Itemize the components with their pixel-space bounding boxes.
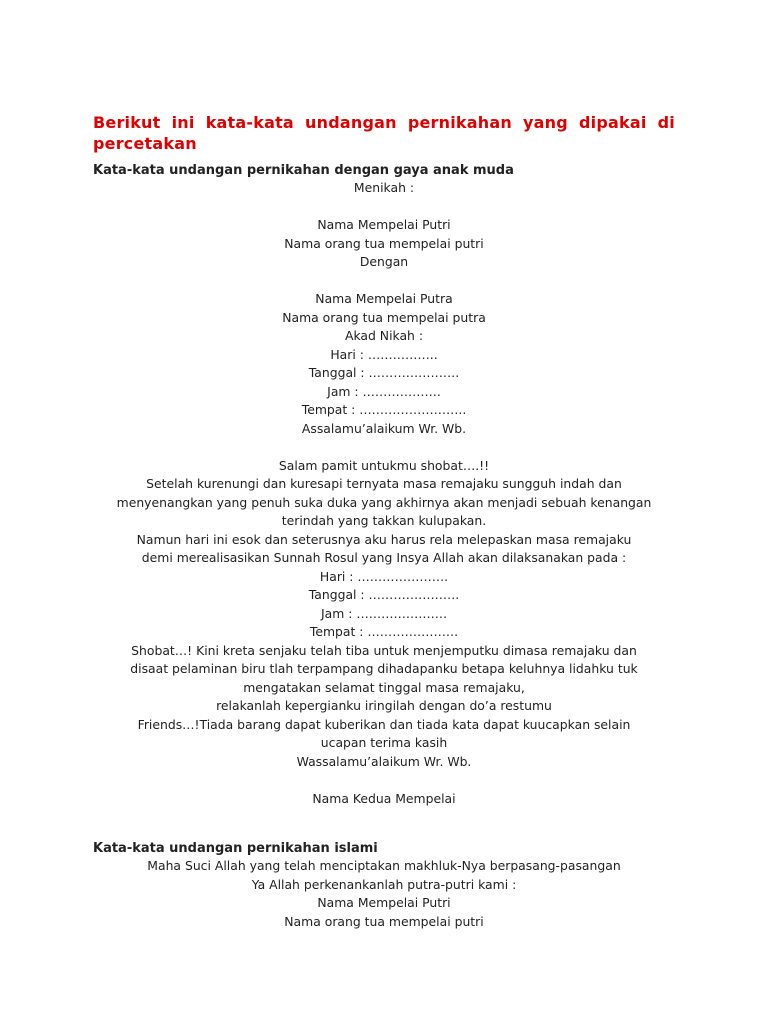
text-line: ucapan terima kasih [320, 735, 448, 750]
text-line: Ya Allah perkenankanlah putra-putri kami : [251, 876, 517, 892]
text-line: Hari : …………….. [330, 346, 438, 362]
text-line: Jam : ………………. [327, 383, 441, 399]
text-line [93, 771, 675, 790]
text-line: Nama Mempelai Putra [315, 291, 453, 306]
text-line: Tempat : …………………….. [301, 402, 467, 417]
text-line: Nama Mempelai Putri [317, 895, 451, 910]
text-line: Setelah kurenungi dan kuresapi ternyata masa remajaku sungguh indah dan [146, 476, 622, 491]
text-line: mengatakan selamat tinggal masa remajaku, [243, 679, 525, 695]
text-line: Tanggal : …………………. [308, 587, 460, 602]
text-line: Nama Mempelai Putri [317, 217, 451, 232]
text-line [93, 198, 675, 217]
document-title: Berikut ini kata-kata undangan pernikahan yang dipakai di percetakan [93, 113, 675, 153]
text-line: Nama orang tua mempelai putri [284, 235, 484, 251]
text-line: Maha Suci Allah yang telah menciptakan makhluk-Nya berpasang-pasangan [147, 858, 621, 873]
text-line: Menikah : [353, 180, 415, 195]
invitation-text-islami [93, 857, 675, 931]
text-line: Dengan [359, 254, 409, 269]
text-line: menyenangkan yang penuh suka duka yang akhirnya akan menjadi sebuah kenangan [116, 494, 652, 510]
text-line: Shobat…! Kini kreta senjaku telah tiba untuk menjemputku dimasa remajaku dan [131, 642, 637, 658]
text-line: relakanlah kepergianku iringilah dengan do’a restumu [216, 698, 552, 713]
text-line: Jam : …………………. [320, 605, 448, 621]
text-line: terindah yang takkan kulupakan. [281, 513, 487, 528]
text-line: Akad Nikah : [344, 328, 424, 343]
text-line: Nama Kedua Mempelai [312, 790, 456, 806]
section-heading-islami: Kata-kata undangan pernikahan islami [93, 841, 378, 856]
text-line: Salam pamit untukmu shobat….!! [278, 457, 490, 473]
text-line: Tanggal : …………………. [308, 365, 460, 380]
text-line: Nama orang tua mempelai putra [282, 309, 486, 325]
text-line: Hari : …………………. [319, 568, 449, 584]
text-line: demi merealisasikan Sunnah Rosul yang Insya Allah akan dilaksanakan pada : [141, 550, 627, 565]
text-line [93, 438, 675, 457]
text-line: Namun hari ini esok dan seterusnya aku harus rela melepaskan masa remajaku [136, 531, 632, 547]
invitation-text-anak-muda [93, 179, 675, 808]
text-line: Friends…!Tiada barang dapat kuberikan dan tiada kata dapat kuucapkan selain [137, 716, 631, 732]
text-line: Tempat : …………………. [309, 624, 459, 639]
text-line [93, 272, 675, 291]
text-line: Wassalamu’alaikum Wr. Wb. [296, 753, 472, 769]
section-heading-anak-muda: Kata-kata undangan pernikahan dengan gaya anak muda [93, 163, 514, 178]
text-line: disaat pelaminan biru tlah terpampang dihadapanku betapa keluhnya lidahku tuk [130, 661, 638, 676]
text-line: Nama orang tua mempelai putri [284, 913, 484, 929]
text-line: Assalamu’alaikum Wr. Wb. [301, 420, 467, 436]
